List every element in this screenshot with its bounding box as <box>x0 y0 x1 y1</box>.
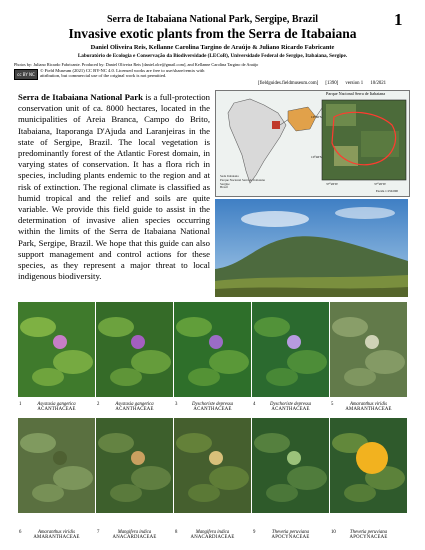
species-number: 7 <box>97 530 100 535</box>
species-family: ANACARDIACEAE <box>190 535 235 541</box>
species-photo-5 <box>330 302 407 397</box>
species-caption-10 <box>330 530 407 541</box>
map-coord-x2: 37°20'W <box>374 182 386 186</box>
species-caption-3 <box>174 402 251 413</box>
species-caption-1 <box>18 402 95 413</box>
species-name: Mangifera indica <box>117 530 152 535</box>
species-name: Mangifera indica <box>195 530 230 535</box>
species-name: Thevetia peruviana <box>271 530 310 535</box>
landscape-graphic <box>215 199 408 297</box>
species-family: AMARANTHACEAE <box>33 535 80 541</box>
map-coord-y1: 10°40'S <box>311 115 322 119</box>
legend-2: Parque Nacional Serra de Itabaiana <box>220 177 265 182</box>
species-photo-9 <box>252 418 329 513</box>
guide-meta <box>258 81 413 86</box>
meta-site[interactable]: [fieldguides.fieldmuseum.com] <box>258 81 319 86</box>
species-photo-1 <box>18 302 95 397</box>
cc-license-badge: cc BY NC <box>14 69 38 80</box>
species-photo-2 <box>96 302 173 397</box>
species-family: APOCYNACEAE <box>271 535 310 541</box>
region-title: Serra de Itabaiana National Park, Sergipe, Brazil <box>106 14 319 25</box>
species-family: ANACARDIACEAE <box>112 535 157 541</box>
species-number: 10 <box>331 530 336 535</box>
species-caption-9 <box>252 530 329 541</box>
species-photo-7 <box>96 418 173 513</box>
species-caption-8 <box>174 530 251 541</box>
species-number: 6 <box>19 530 22 535</box>
map-title: Parque Nacional Serra de Itabaiana <box>326 91 386 96</box>
species-caption-6 <box>18 530 95 541</box>
intro-paragraph <box>18 92 210 282</box>
species-family: ACANTHACEAE <box>37 407 76 413</box>
map-coord-x1: 37°26'W <box>326 182 338 186</box>
species-number: 3 <box>175 402 178 407</box>
species-number: 5 <box>331 402 334 407</box>
license-text: © Field Museum (2021) CC BY-NC 4.0. Licensed works are free to use/share/remix with attribution, but commercial use of the original work is not permitted. <box>40 68 205 79</box>
species-name: Amaranthus viridis <box>350 402 387 407</box>
species-family: APOCYNACEAE <box>349 535 388 541</box>
species-number: 1 <box>19 402 22 407</box>
species-family: ACANTHACEAE <box>115 407 154 413</box>
landscape-photo <box>215 199 408 297</box>
species-name: Thevetia peruviana <box>349 530 388 535</box>
species-number: 4 <box>253 402 256 407</box>
species-name: Dyschoriste depressa <box>270 402 311 407</box>
legend-1: Sede Itabaiana <box>220 174 239 178</box>
meta-date: 10/2021 <box>370 81 387 86</box>
species-name: Asystasia gangetica <box>115 402 154 407</box>
map-scale: Escala 1:150.000 <box>376 189 398 193</box>
species-caption-4 <box>252 402 329 413</box>
meta-id: [1390] <box>325 81 339 86</box>
page-title: Invasive exotic plants from the Serra de Itabaiana <box>68 26 357 41</box>
authors: Daniel Oliveira Reis, Kellanne Carolina Targino de Araújo & Juliano Ricardo Fabricante <box>90 44 335 51</box>
photo-credits: Photos by: Juliano Ricardo Fabricante. Produced by: Daniel Oliveira Reis [daniel.olre@gmail.com], and Kellanne Carolina Targino de Araújo <box>14 62 259 67</box>
species-photo-3 <box>174 302 251 397</box>
species-name: Dyschoriste depressa <box>192 402 233 407</box>
map-legend <box>220 175 265 190</box>
lab-affiliation: Laboratório de Ecologia e Conservação da Biodiversidade (LECoB), Universidade Federal de Sergipe, Itabaiana, Sergipe. <box>77 53 348 59</box>
species-caption-2 <box>96 402 173 413</box>
meta-version: version 1 <box>345 81 364 86</box>
species-number: 2 <box>97 402 100 407</box>
page-number: 1 <box>394 10 403 29</box>
state-inset <box>288 107 316 131</box>
species-name: Amaranthus viridis <box>38 530 75 535</box>
legend-4: Brasil <box>220 185 228 190</box>
species-photo-8 <box>174 418 251 513</box>
intro-lead: Serra de Itabaiana National Park <box>18 92 143 102</box>
species-caption-5 <box>330 402 407 413</box>
species-caption-7 <box>96 530 173 541</box>
map-coord-y2: 10°46'S <box>311 155 322 159</box>
species-photo-6 <box>18 418 95 513</box>
species-name: Asystasia gangetica <box>37 402 76 407</box>
species-family: AMARANTHACEAE <box>345 407 392 413</box>
legend-3: Sergipe <box>220 181 230 186</box>
south-america-shape <box>228 99 286 183</box>
location-map <box>215 90 410 197</box>
species-number: 9 <box>253 530 256 535</box>
species-number: 8 <box>175 530 178 535</box>
species-family: ACANTHACEAE <box>271 407 310 413</box>
species-photo-10 <box>330 418 407 513</box>
species-photo-4 <box>252 302 329 397</box>
species-family: ACANTHACEAE <box>193 407 232 413</box>
intro-body: is a full-protection conservation unit of ca. 8000 hectares, located in the municipalities of Areia Branca, Campo do Brito, Itabaiana, Itaporanga D'Ajuda and Laranjeiras in the state of Sergipe, Brazil. The local vegetation is predominantly forest of the Atlantic Forest domain, in varying states of conservation. It has a flora rich in species, including plants endemic to the region and at risk of extinction. The regional climate is classified as humid tropical and the relief and soils are quite variable. We provide this field guide to assist in the determination of invasive alien species occurring within the limits of the Serra de Itabaiana National Park, Sergipe, Brazil. We hope that this guide can also support management and control actions for these species, as they represent a major threat to local indigenous biodiversity. <box>18 92 210 282</box>
sergipe-highlight <box>272 121 280 129</box>
